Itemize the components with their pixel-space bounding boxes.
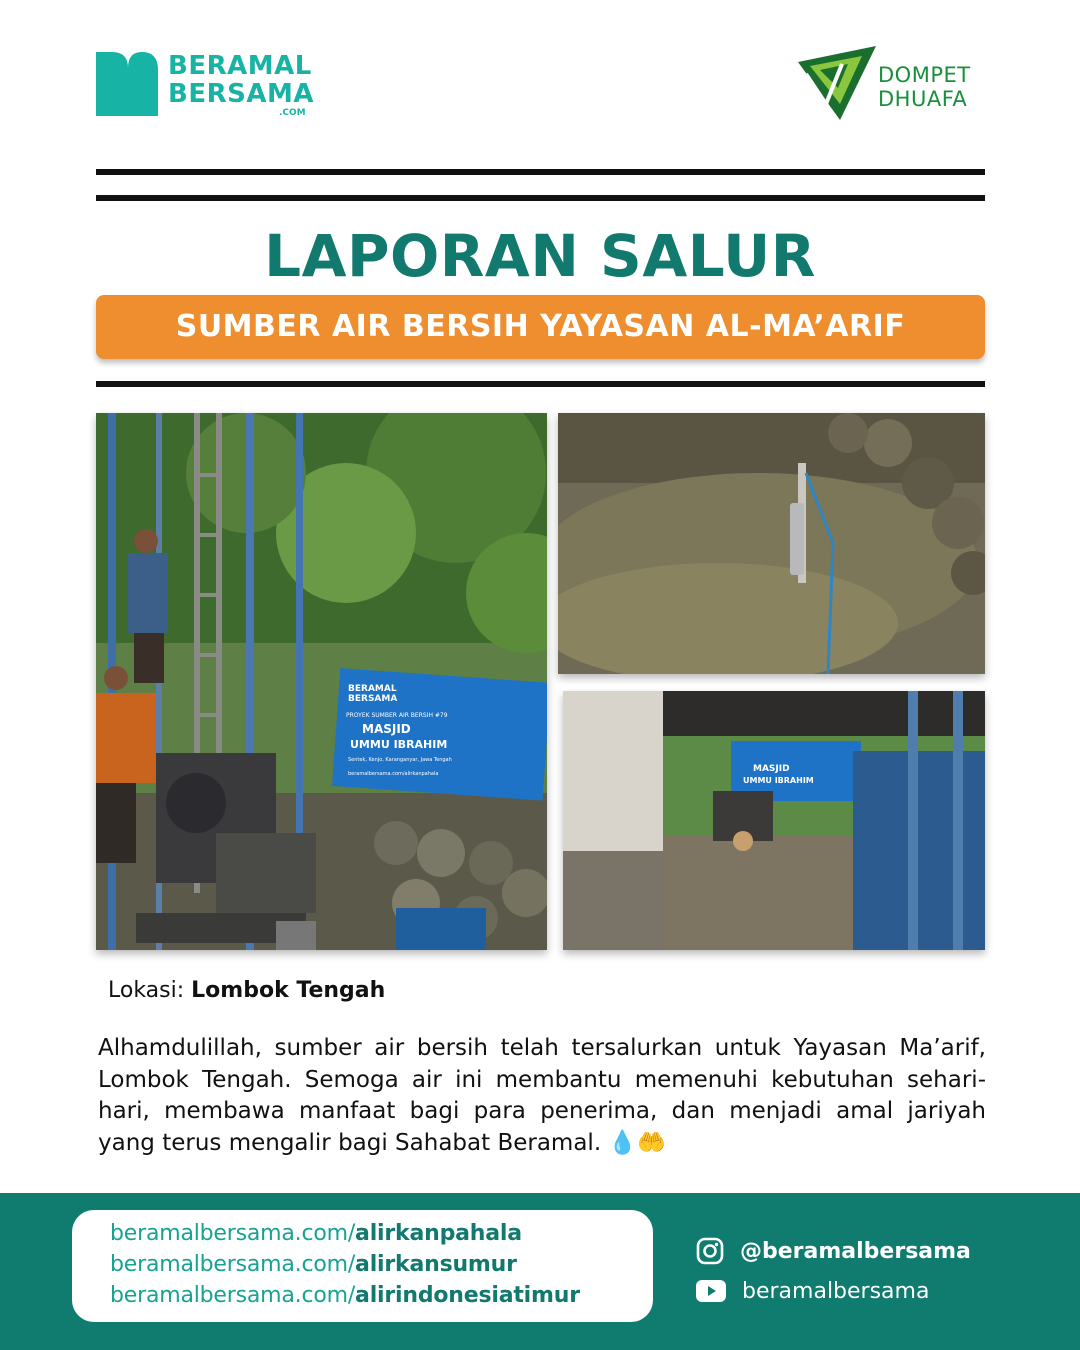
page-title: LAPORAN SALUR [264,222,816,290]
beramal-bersama-logo [96,50,316,120]
photo1-banner-url: beramalbersama.com/alirkanpahala [348,771,439,777]
link-alirindonesiatimur[interactable] [110,1283,580,1308]
link-base: beramalbersama.com/ [110,1283,356,1308]
location-value: Lombok Tengah [191,978,386,1003]
photo3-banner-name2: UMMU IBRAHIM [743,776,814,785]
photo-water-tap [558,413,985,674]
brand-left-line1: BERAMAL [168,51,312,81]
photo-site-overview [563,691,985,950]
youtube-icon [696,1280,726,1302]
dompet-dhuafa-logo [796,44,996,124]
link-path: alirkansumur [355,1252,517,1277]
instagram-handle: @beramalbersama [740,1238,971,1264]
brand-right-line2: DHUAFA [878,87,968,111]
youtube-handle: beramalbersama [742,1278,930,1304]
link-base: beramalbersama.com/ [110,1221,356,1246]
heart-logo-icon [96,52,158,116]
link-alirkansumur[interactable] [110,1252,517,1277]
photo1-banner-brand1: BERAMAL [348,684,397,694]
divider-top-2 [96,195,985,201]
instagram-icon [696,1237,724,1265]
photo1-banner-place: Sentek, Kenjo, Karanganyar, Jawa Tengah [348,757,452,763]
divider-bottom [96,381,985,387]
link-path: alirkanpahala [355,1221,522,1246]
photo1-banner-name2: UMMU IBRAHIM [350,738,448,751]
location-line [108,978,385,1003]
divider-top-1 [96,169,985,175]
photo1-banner-project: PROYEK SUMBER AIR BERSIH #79 [346,712,448,719]
dompet-dhuafa-mark-icon [796,44,876,122]
link-path: alirindonesiatimur [355,1283,580,1308]
brand-left-line3: .COM [279,108,306,118]
brand-left-line2: BERSAMA [168,79,314,109]
description-paragraph: Alhamdulillah, sumber air bersih telah tersalurkan untuk Yayasan Ma’arif, Lombok Tengah. Semoga air ini membantu memenuhi kebutuhan sehari-hari, membawa manfaat bagi para penerima, dan menjadi amal jariyah yang terus mengalir bagi Sahabat Beramal. 💧🤲 [98,1035,986,1156]
brand-right-line1: DOMPET [878,63,971,87]
social-youtube[interactable] [696,1276,929,1306]
location-label: Lokasi: [108,978,185,1003]
subtitle-banner: SUMBER AIR BERSIH YAYASAN AL-MA’ARIF [96,295,985,359]
photo1-banner-name1: MASJID [362,722,411,736]
photo-drilling-rig [96,413,547,950]
social-instagram[interactable] [696,1236,971,1266]
photo1-banner-brand2: BERSAMA [348,694,398,704]
photo3-banner-name1: MASJID [753,764,790,774]
link-base: beramalbersama.com/ [110,1252,356,1277]
link-alirkanpahala[interactable] [110,1221,522,1246]
